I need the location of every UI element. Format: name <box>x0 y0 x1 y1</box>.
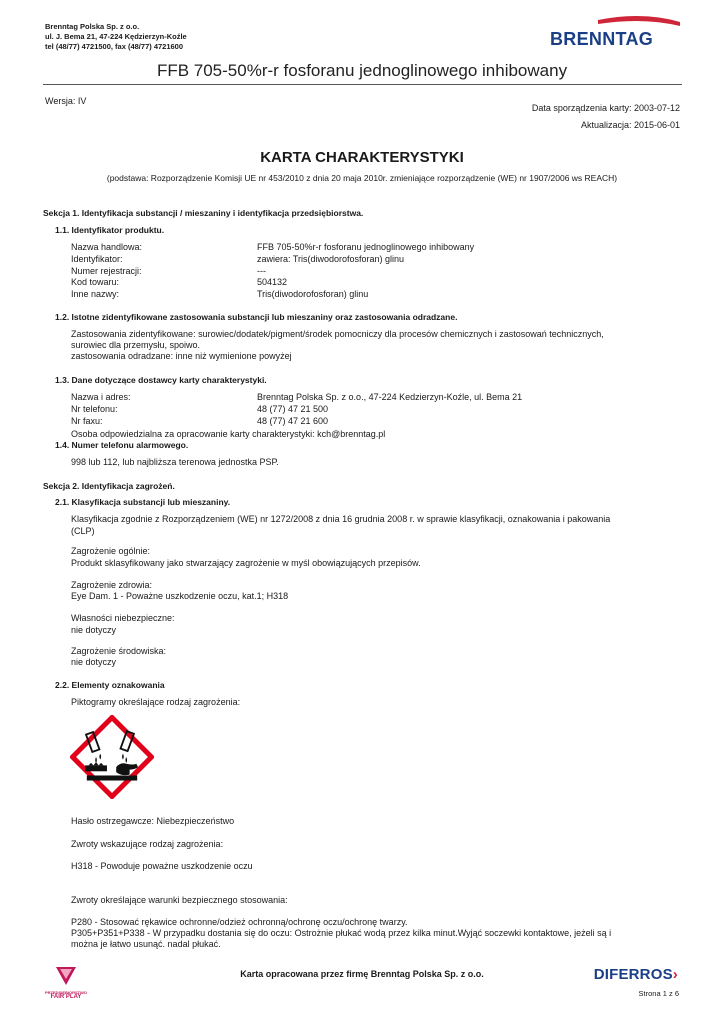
diferros-logo <box>594 966 678 983</box>
section2-title: Sekcja 2. Identyfikacja zagrożeń. <box>43 481 175 491</box>
fair-play-text <box>42 990 90 1000</box>
general-hazard-text: Produkt sklasyfikowany jako stwarzający zagrożenie w myśl obowiązujących przepisów. <box>71 558 421 568</box>
precaution-p305-line2: można je łatwo usunąć. nadal płukać. <box>71 939 221 949</box>
environment-hazard-text: nie dotyczy <box>71 657 117 667</box>
section11-title: 1.1. Identyfikator produktu. <box>55 225 165 235</box>
hazard-statement-h318: H318 - Powoduje poważne uszkodzenie oczu <box>71 861 253 871</box>
company-address <box>45 22 187 52</box>
company-street: ul. J. Bema 21, 47-224 Kędzierzyn-Koźle <box>45 32 187 41</box>
kv-key: Nazwa handlowa: <box>71 242 143 252</box>
kv-value: zawiera: Tris(diwodorofosforan) glinu <box>257 254 405 264</box>
company-name: Brenntag Polska Sp. z o.o. <box>45 22 140 31</box>
kv-value: Tris(diwodorofosforan) glinu <box>257 289 369 299</box>
physical-hazard-text: nie dotyczy <box>71 625 117 635</box>
precaution-p305-line1: P305+P351+P338 - W przypadku dostania się do oczu: Ostrożnie płukać wodą przez kilka minut.Wyjąć soczewki kontaktowe, jeżeli są i <box>71 928 612 938</box>
uses-line3: zastosowania odradzane: inne niż wymienione powyżej <box>71 351 292 361</box>
supplier-table <box>71 392 691 428</box>
section22-title: 2.2. Elementy oznakowania <box>55 680 165 690</box>
kv-value: FFB 705-50%r-r fosforanu jednoglinowego inhibowany <box>257 242 475 252</box>
kv-value: 48 (77) 47 21 500 <box>257 404 329 414</box>
clp-classification-line1: Klasyfikacja zgodnie z Rozporządzeniem (WE) nr 1272/2008 z dnia 16 grudnia 2008 r. w sprawie klasyfikacji, oznakowania i pakowania <box>71 514 611 524</box>
kv-key: Identyfikator: <box>71 254 123 264</box>
health-hazard-text: Eye Dam. 1 - Poważne uszkodzenie oczu, kat.1; H318 <box>71 591 289 601</box>
version-label: Wersja: IV <box>45 96 87 106</box>
fair-play-line1: PRZEDSIĘBIORSTWO <box>44 990 87 995</box>
hazard-statements-label: Zwroty wskazujące rodzaj zagrożenia: <box>71 839 224 849</box>
responsible-person: Osoba odpowiedzialna za opracowanie karty charakterystyki: kch@brenntag.pl <box>71 429 386 439</box>
precaution-p280: P280 - Stosować rękawice ochronne/odzież ochronną/ochronę oczu/ochronę twarzy. <box>71 917 408 927</box>
corrosion-pictogram-icon <box>70 715 154 799</box>
physical-hazard-label: Własności niebezpieczne: <box>71 613 175 623</box>
kv-key: Numer rejestracji: <box>71 266 142 276</box>
health-hazard-label: Zagrożenie zdrowia: <box>71 580 153 590</box>
dates-block <box>532 100 680 134</box>
kv-value: 48 (77) 47 21 600 <box>257 416 329 426</box>
section21-title: 2.1. Klasyfikacja substancji lub mieszaniny. <box>55 497 231 507</box>
kv-value: --- <box>257 266 266 276</box>
fair-play-line2: FAIR PLAY <box>50 994 82 1000</box>
kv-key: Nazwa i adres: <box>71 392 131 402</box>
precautionary-statements-label: Zwroty określające warunki bezpiecznego stosowania: <box>71 895 288 905</box>
kv-key: Nr faxu: <box>71 416 103 426</box>
document-title: FFB 705-50%r-r fosforanu jednoglinowego inhibowany <box>156 61 568 80</box>
kv-value: Brenntag Polska Sp. z o.o., 47-224 Kedzierzyn-Koźle, ul. Bema 21 <box>257 392 523 402</box>
emergency-phone: 998 lub 112, lub najbliższa terenowa jednostka PSP. <box>71 457 279 467</box>
brenntag-logo <box>548 14 683 48</box>
section1-title: Sekcja 1. Identyfikacja substancji / mieszaniny i identyfikacja przedsiębiorstwa. <box>43 208 364 218</box>
updated-date: Aktualizacja: 2015-06-01 <box>580 120 680 130</box>
pictograms-label: Piktogramy określające rodzaj zagrożenia: <box>71 697 241 707</box>
karta-title: KARTA CHARAKTERYSTYKI <box>260 149 464 166</box>
product-identifier-table <box>71 242 691 302</box>
section13-title: 1.3. Dane dotyczące dostawcy karty charakterystyki. <box>55 375 267 385</box>
diferros-chevron-icon: › <box>672 966 678 983</box>
diferros-text: DIFERROS <box>593 966 673 983</box>
page-number: Strona 1 z 6 <box>638 989 679 998</box>
kv-key: Nr telefonu: <box>71 404 118 414</box>
section12-title: 1.2. Istotne zidentyfikowane zastosowania substancji lub mieszaniny oraz zastosowania odradzane. <box>55 312 458 322</box>
brenntag-logo-text: BRENNTAG <box>550 29 654 48</box>
section14-title: 1.4. Numer telefonu alarmowego. <box>55 440 189 450</box>
uses-line2: surowiec dla przemysłu, spoiwo. <box>71 340 201 350</box>
legal-basis: (podstawa: Rozporządzenie Komisji UE nr 453/2010 z dnia 20 maja 2010r. zmieniające rozporządzenie (WE) nr 1907/2006 ws REACH) <box>106 173 618 183</box>
kv-key: Kod towaru: <box>71 277 120 287</box>
uses-line1: Zastosowania zidentyfikowane: surowiec/dodatek/pigment/środek pomocniczy dla procesów chemicznych i zastosowań technicznych, <box>71 329 604 339</box>
clp-classification-line2: (CLP) <box>71 526 95 536</box>
kv-key: Inne nazwy: <box>71 289 120 299</box>
header-divider <box>43 84 682 85</box>
company-phone: tel (48/77) 4721500, fax (48/77) 4721600 <box>45 42 184 51</box>
footer-prepared-by: Karta opracowana przez firmę Brenntag Polska Sp. z o.o. <box>240 969 484 979</box>
signal-word: Hasło ostrzegawcze: Niebezpieczeństwo <box>71 816 235 826</box>
general-hazard-label: Zagrożenie ogólnie: <box>71 546 151 556</box>
kv-value: 504132 <box>257 277 288 287</box>
environment-hazard-label: Zagrożenie środowiska: <box>71 646 167 656</box>
created-date: Data sporządzenia karty: 2003-07-12 <box>531 103 680 113</box>
